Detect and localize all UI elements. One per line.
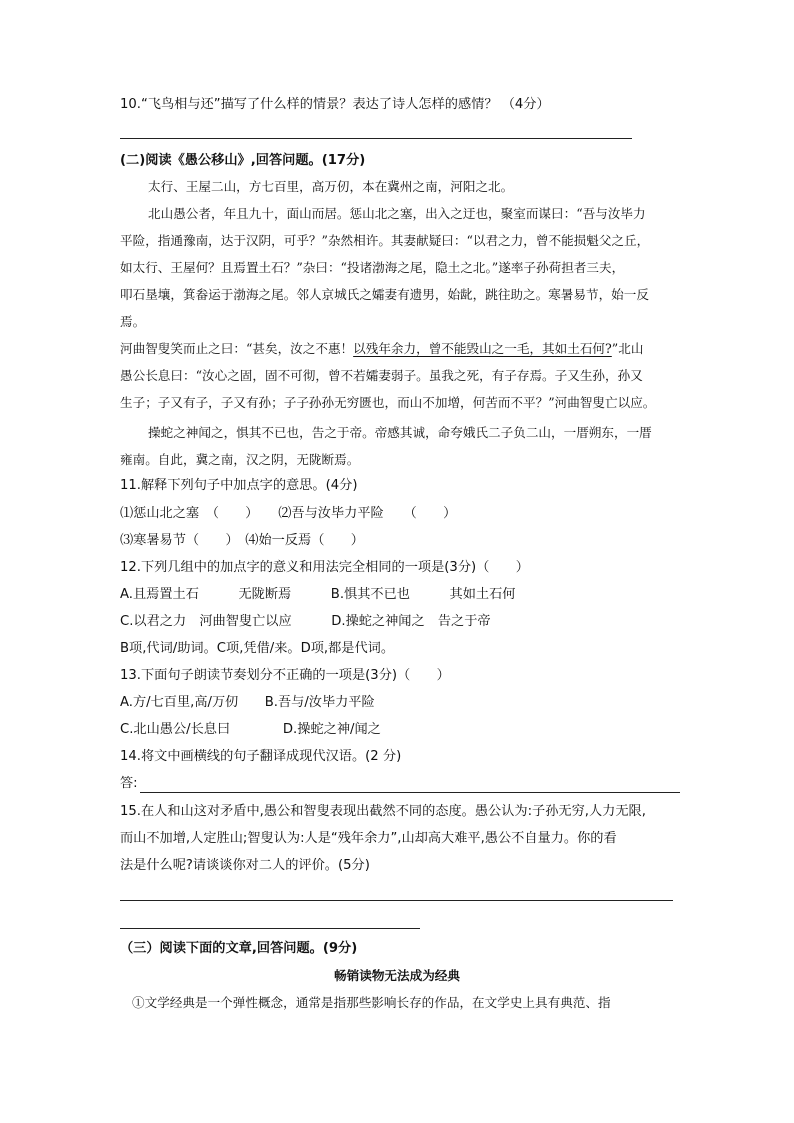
answer-line-q14 <box>140 778 680 793</box>
question-15-line-3: 法是什么呢?请谈谈你对二人的评价。(5分) <box>120 858 370 873</box>
passage-p3-text-after: ”北山 <box>611 341 644 356</box>
article-title: 畅销读物无法成为经典 <box>334 968 460 983</box>
underlined-sentence: 以残年余力，曾不能毁山之一毛，其如土石何? <box>353 341 612 356</box>
passage-p3-line-3: 生子；子又有子，子又有孙；子子孙孙无穷匮也，而山不加增，何苦而不平？”河曲智叟亡以应。 <box>120 395 656 410</box>
question-12-note: B项,代词/助词。C项,凭借/来。D项,都是代词。 <box>120 641 395 656</box>
question-12-stem: 12.下列几组中的加点字的意义和用法完全相同的一项是(3分)（ ） <box>120 560 529 575</box>
question-13-options-ab: A.方/七百里,高/万仞 B.吾与/汝毕力平险 <box>120 695 375 710</box>
passage-p3-text-before: 河曲智叟笑而止之曰：“甚矣，汝之不惠！ <box>120 341 354 356</box>
question-13-options-cd: C.北山愚公/长息曰 D.操蛇之神/闻之 <box>120 722 381 737</box>
question-12-options-cd: C.以君之力 河曲智叟亡以应 D.操蛇之神闻之 告之于帝 <box>120 614 491 629</box>
answer-line-q10 <box>120 138 632 139</box>
question-11-stem: 11.解释下列句子中加点字的意思。(4分) <box>120 478 358 493</box>
passage-p2-line-1: 北山愚公者，年且九十，面山而居。惩山北之塞，出入之迂也，聚室而谋曰：“吾与汝毕力 <box>148 206 646 221</box>
question-12-options-ab: A.且焉置土石 无陇断焉 B.惧其不已也 其如土石何 <box>120 587 516 602</box>
section-3-heading: （三）阅读下面的文章,回答问题。(9分) <box>120 941 358 956</box>
passage-p2-line-5: 焉。 <box>120 314 146 329</box>
question-14-stem: 14.将文中画横线的句子翻译成现代汉语。(2 分) <box>120 749 402 764</box>
passage-p2-line-3: 如太行、王屋何？且焉置土石？”杂曰：“投诸渤海之尾，隐土之北。”遂率子孙荷担者三夫， <box>120 260 625 275</box>
question-13-stem: 13.下面句子朗读节奏划分不正确的一项是(3分)（ ） <box>120 668 450 683</box>
answer-label: 答: <box>120 776 138 791</box>
answer-line-q15-2 <box>120 928 420 929</box>
question-11-row-2: ⑶寒暑易节（ ） ⑷始一反焉（ ） <box>120 533 364 548</box>
question-14-answer <box>120 775 680 793</box>
question-10: 10.“飞鸟相与还”描写了什么样的情景？表达了诗人怎样的感情？ （4分） <box>120 97 550 112</box>
question-15-line-2: 而山不加增,人定胜山;智叟认为:人是“残年余力”,山却高大难平,愚公不自量力。你的看 <box>120 831 617 846</box>
article-paragraph-1: ①文学经典是一个弹性概念，通常是指那些影响长存的作品，在文学史上具有典范、指 <box>132 995 611 1010</box>
passage-paragraph-1: 太行、王屋二山，方七百里，高万仞，本在冀州之南，河阳之北。 <box>148 179 514 194</box>
passage-p3-line-2: 愚公长息曰：“汝心之固，固不可彻，曾不若孀妻弱子。虽我之死，有子存焉。子又生孙，孙又 <box>120 368 643 383</box>
passage-p4-line-2: 雍南。自此，冀之南，汉之阴，无陇断焉。 <box>120 452 360 467</box>
passage-p2-line-2: 平险，指通豫南，达于汉阴，可乎？”杂然相许。其妻献疑曰：“以君之力，曾不能损魁父之丘， <box>120 233 650 248</box>
passage-p4-line-1: 操蛇之神闻之，惧其不已也，告之于帝。帝感其诚，命夸娥氏二子负二山，一厝朔东，一厝 <box>148 425 652 440</box>
passage-p3-line-1 <box>120 340 643 358</box>
question-15-line-1: 15.在人和山这对矛盾中,愚公和智叟表现出截然不同的态度。愚公认为:子孙无穷,人力无限, <box>120 804 646 819</box>
section-2-heading: (二)阅读《愚公移山》,回答问题。(17分) <box>120 153 366 168</box>
question-11-row-1: ⑴惩山北之塞 （ ） ⑵吾与汝毕力平险 （ ） <box>120 506 457 521</box>
answer-line-q15-1 <box>120 900 673 901</box>
passage-p2-line-4: 叩石垦壤，箕畚运于渤海之尾。邻人京城氏之孀妻有遗男，始龀，跳往助之。寒暑易节，始一反 <box>120 287 649 302</box>
